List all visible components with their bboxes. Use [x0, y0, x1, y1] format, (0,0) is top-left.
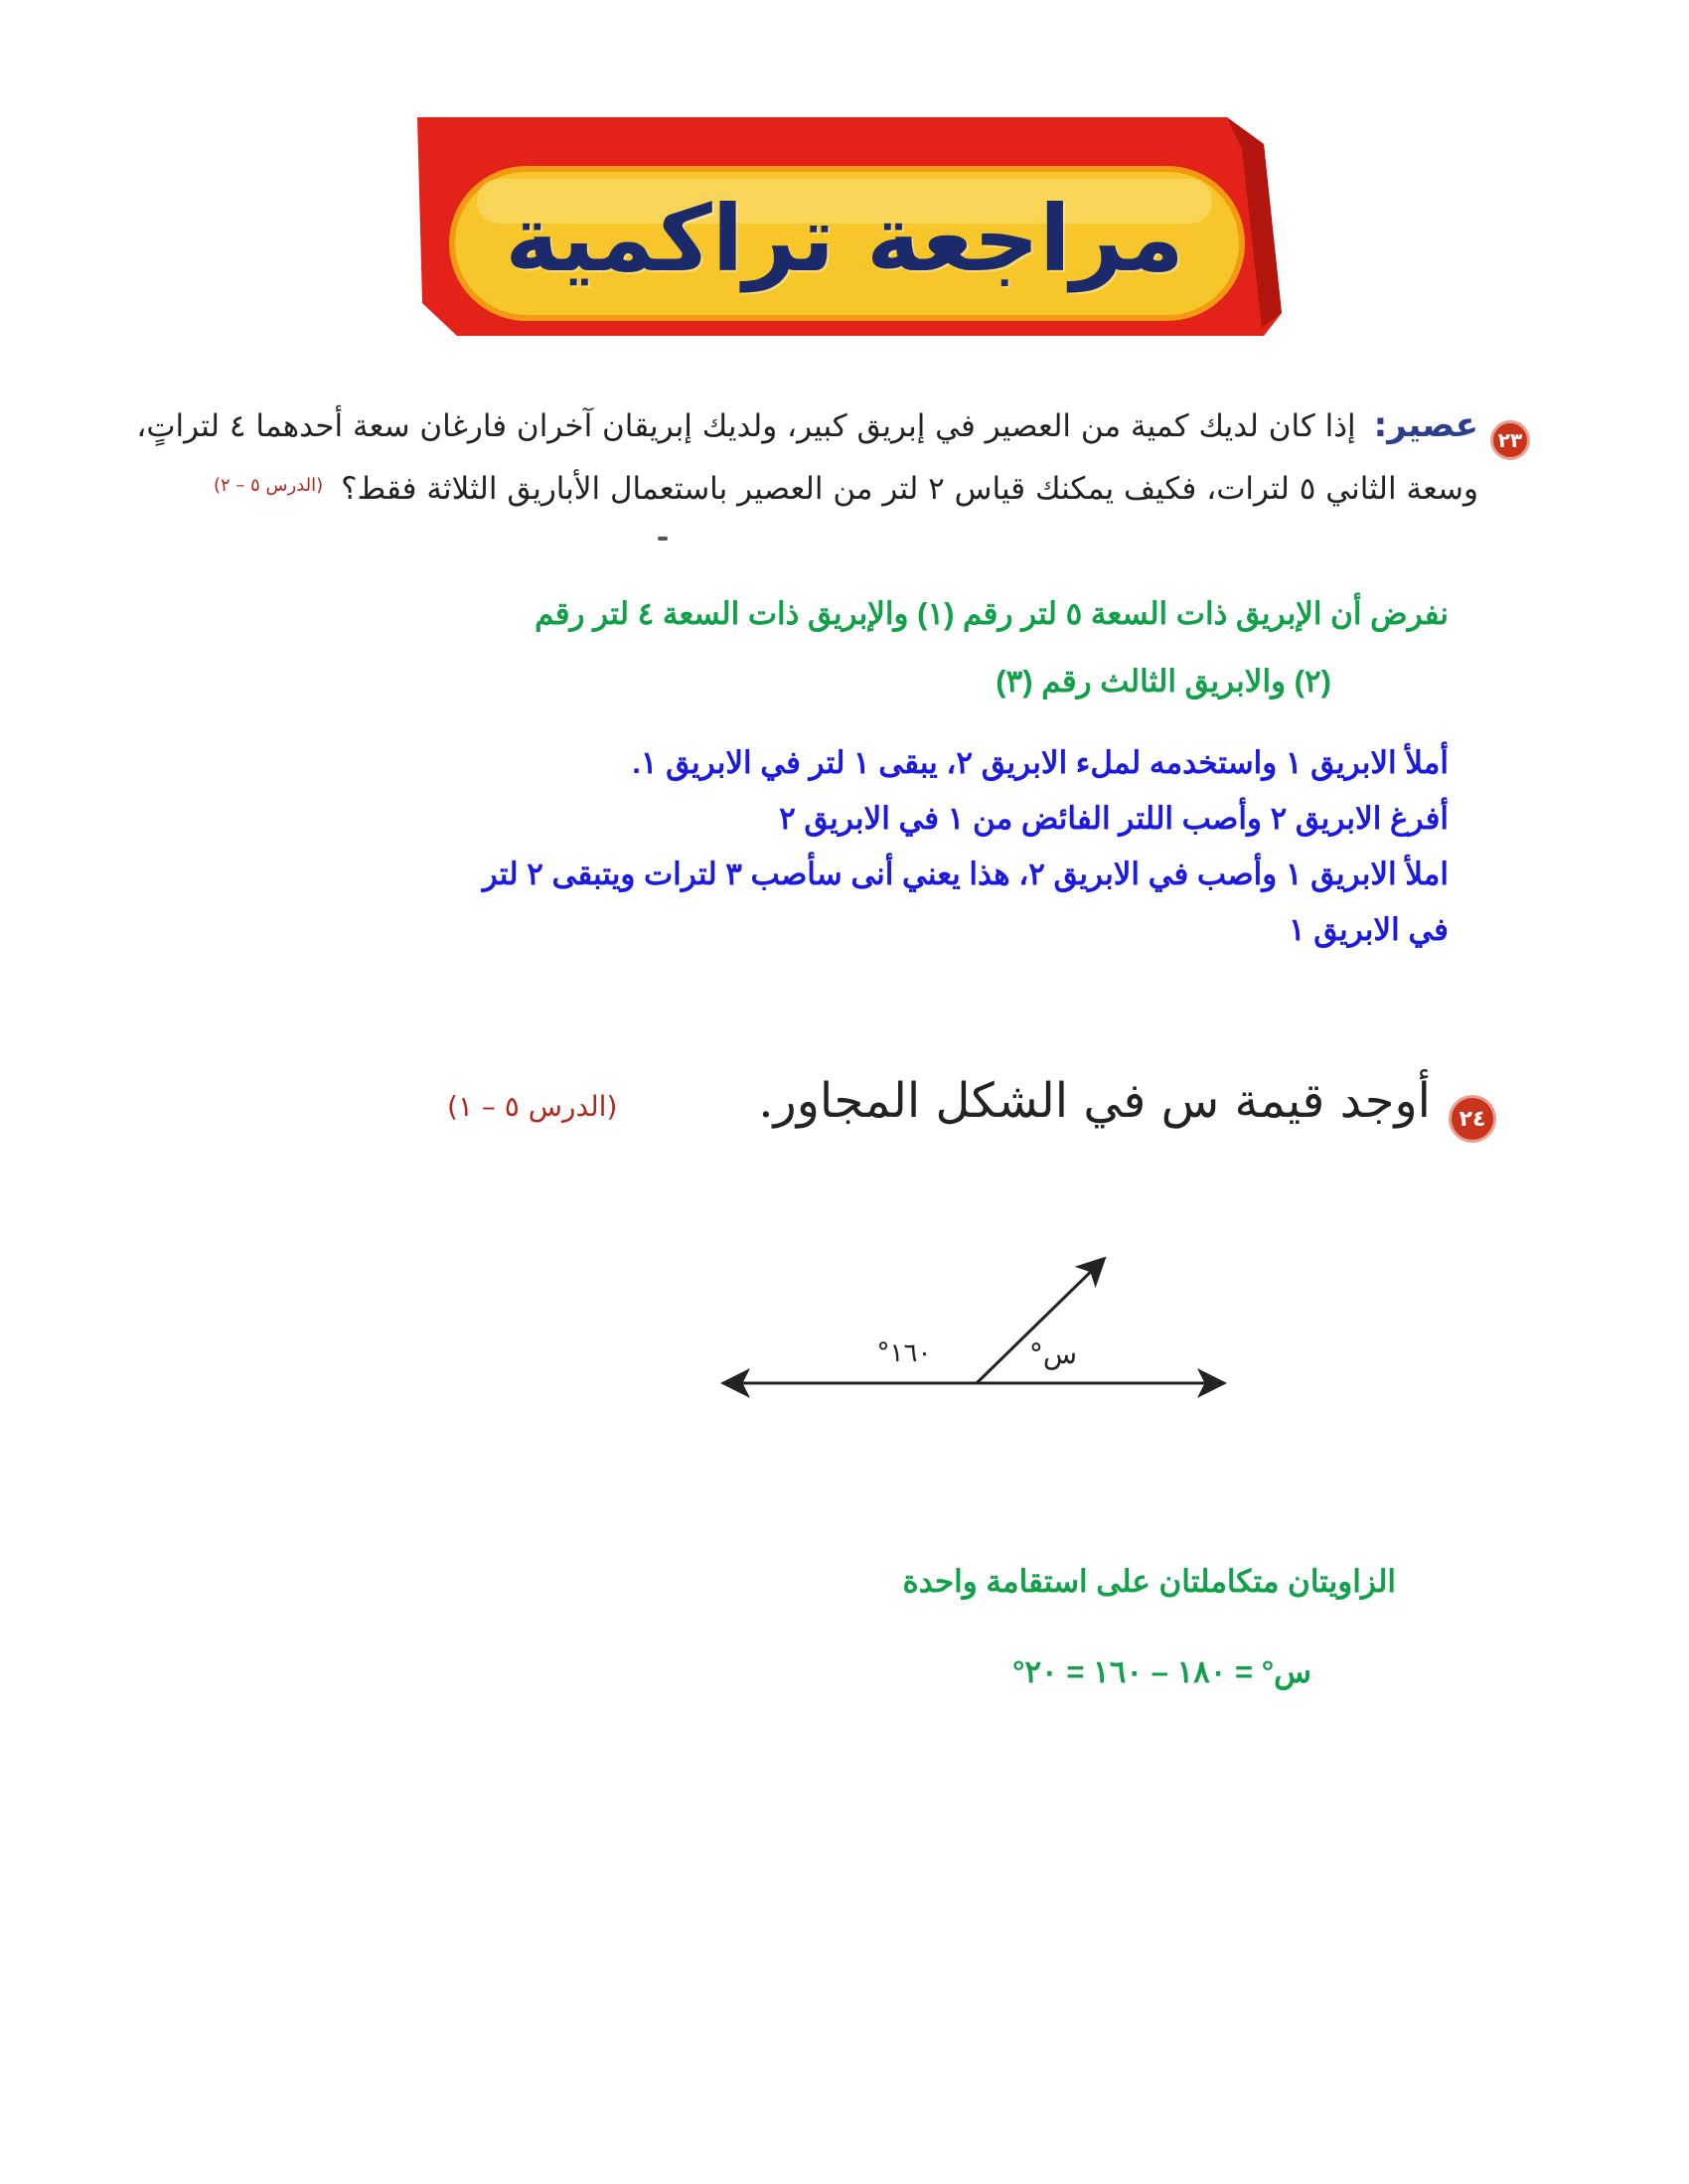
answer23-step3-line1: املأ الابريق ١ وأصب في الابريق ٢، هذا يعني أنى سأصب ٣ لترات ويتبقى ٢ لتر — [482, 857, 1449, 891]
question23-lesson-ref: (الدرس ٥ – ٢) — [214, 475, 324, 496]
question23-line1 — [136, 405, 1478, 445]
angle-figure — [695, 1232, 1252, 1401]
question24-lesson-ref: (الدرس ٥ – ١) — [447, 1090, 618, 1123]
answer23-step1: أملأ الابريق ١ واستخدمه لملء الابريق ٢، يبقى ١ لتر في الابريق ١. — [632, 745, 1449, 780]
angle-diagram — [695, 1232, 1252, 1401]
answer23-assumption-line1: نفرض أن الإبريق ذات السعة ٥ لتر رقم (١) والإبريق ذات السعة ٤ لتر رقم — [535, 596, 1449, 631]
question23-text-line2: وسعة الثاني ٥ لترات، فكيف يمكنك قياس ٢ لتر من العصير باستعمال الأباريق الثلاثة فقط؟ — [341, 471, 1478, 507]
known-angle-label: ١٦٠° — [876, 1338, 932, 1368]
question-number-badge: ٢٤ — [1449, 1095, 1496, 1143]
question24-text: أوجد قيمة س في الشكل المجاور. — [758, 1073, 1431, 1129]
answer23-step2: أفرغ الابريق ٢ وأصب اللتر الفائض من ١ في الابريق ٢ — [779, 801, 1449, 836]
stray-mark — [658, 537, 668, 541]
question-number-badge: ٢٣ — [1490, 420, 1530, 460]
page-title: مراجعة تراكمية — [505, 185, 1184, 292]
question23-keyword: عصير: — [1373, 405, 1478, 445]
answer24-equation: س° = ١٨٠ – ١٦٠ = ٢٠° — [1011, 1654, 1311, 1689]
answer23-assumption-line2: (٢) والابريق الثالث رقم (٣) — [996, 664, 1331, 699]
question23-text-line1: إذا كان لديك كمية من العصير في إبريق كبير، ولديك إبريقان آخران فارغان سعة أحدهما ٤ لتراتٍ، — [136, 408, 1356, 444]
answer24-reason: الزاويتان متكاملتان على استقامة واحدة — [902, 1564, 1396, 1599]
answer23-step3-line2: في الابريق ١ — [1288, 912, 1449, 947]
title-banner — [0, 0, 1689, 378]
unknown-angle-label: س° — [1028, 1337, 1078, 1370]
